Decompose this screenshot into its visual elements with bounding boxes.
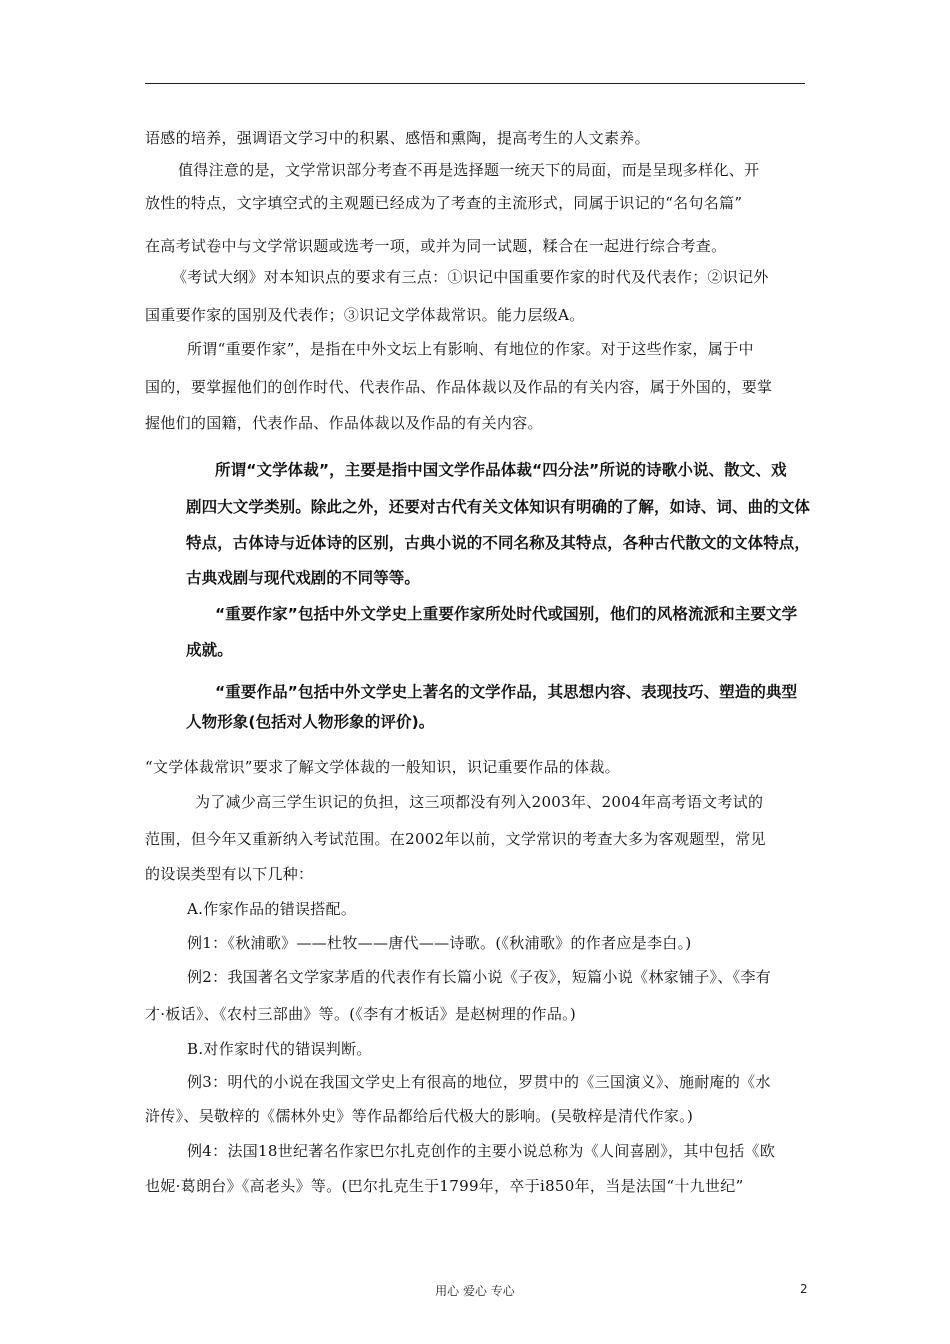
text-line: 例1：《秋浦歌》——杜牧——唐代——诗歌。(《秋浦歌》的作者应是李白。) — [187, 934, 692, 952]
text-line: “重要作品”包括中外文学史上著名的文学作品，其思想内容、表现技巧、塑造的典型 — [215, 683, 798, 701]
text-line: “文学体裁常识”要求了解文学体裁的一般知识，识记重要作品的体裁。 — [145, 758, 620, 776]
text-line: “重要作家”包括中外文学史上重要作家所处时代或国别，他们的风格流派和主要文学 — [215, 605, 798, 623]
text-line: 国的，要掌握他们的创作时代、代表作品、作品体裁以及作品的有关内容，属于外国的，要掌 — [145, 378, 773, 396]
text-line: 在高考试卷中与文学常识题或选考一项，或并为同一试题，糅合在一起进行综合考查。 — [145, 237, 727, 255]
text-line: A.作家作品的错误搭配。 — [187, 900, 357, 918]
text-line: 放性的特点，文字填空式的主观题已经成为了考查的主流形式，同属于识记的“名句名篇” — [145, 194, 743, 212]
text-line: 语感的培养，强调语文学习中的积累、感悟和熏陶，提高考生的人文素养。 — [145, 129, 650, 147]
text-line: 握他们的国籍，代表作品、作品体裁以及作品的有关内容。 — [145, 414, 543, 432]
text-line: 例4：法国18世纪著名作家巴尔扎克创作的主要小说总称为《人间喜剧》，其中包括《欧 — [187, 1142, 776, 1160]
text-line: 人物形象(包括对人物形象的评价)。 — [186, 713, 435, 731]
text-line: B.对作家时代的错误判断。 — [187, 1040, 372, 1058]
text-line: 古典戏剧与现代戏剧的不同等等。 — [186, 569, 421, 587]
text-line: 特点，古体诗与近体诗的区别，古典小说的不同名称及其特点，各种古代散文的文体特点， — [186, 534, 811, 552]
page-number: 2 — [800, 1282, 808, 1296]
text-line: 也妮·葛朗台》《高老头》等。(巴尔扎克生于1799年，卒于i850年，当是法国“十九世纪” — [145, 1177, 744, 1195]
text-line: 的设误类型有以下几种： — [145, 865, 314, 883]
text-line: 所谓“重要作家”，是指在中外文坛上有影响、有地位的作家。对于这些作家，属于中 — [187, 340, 754, 358]
text-line: 浒传》、吴敬梓的《儒林外史》等作品都给后代极大的影响。(吴敬梓是清代作家。) — [145, 1107, 694, 1125]
text-line: 例2：我国著名文学家茅盾的代表作有长篇小说《子夜》，短篇小说《林家铺子》、《李有 — [187, 968, 772, 986]
text-line: 值得注意的是，文学常识部分考查不再是选择题一统天下的局面，而是呈现多样化、开 — [178, 161, 760, 179]
text-line: 才·板话》、《农村三部曲》等。(《李有才板话》是赵树理的作品。) — [145, 1005, 577, 1023]
text-line: 《考试大纲》对本知识点的要求有三点：①识记中国重要作家的时代及代表作；②识记外 — [172, 268, 769, 286]
text-line: 例3：明代的小说在我国文学史上有很高的地位，罗贯中的《三国演义》、施耐庵的《水 — [187, 1073, 771, 1091]
text-line: 成就。 — [186, 641, 233, 659]
footer-slogan: 用心 爱心 专心 — [435, 1284, 515, 1298]
text-line: 为了减少高三学生识记的负担，这三项都没有列入2003年、2004年高考语文考试的 — [195, 793, 764, 811]
text-line: 剧四大文学类别。除此之外，还要对古代有关文体知识有明确的了解，如诗、词、曲的文体 — [186, 498, 811, 516]
text-line: 国重要作家的国别及代表作；③识记文学体裁常识。能力层级A。 — [145, 306, 585, 324]
text-line: 所谓“文学体裁”，主要是指中国文学作品体裁“四分法”所说的诗歌小说、散文、戏 — [215, 461, 787, 479]
text-line: 范围，但今年又重新纳入考试范围。在2002年以前，文学常识的考查大多为客观题型，常见 — [145, 830, 766, 848]
header-rule — [145, 83, 805, 84]
